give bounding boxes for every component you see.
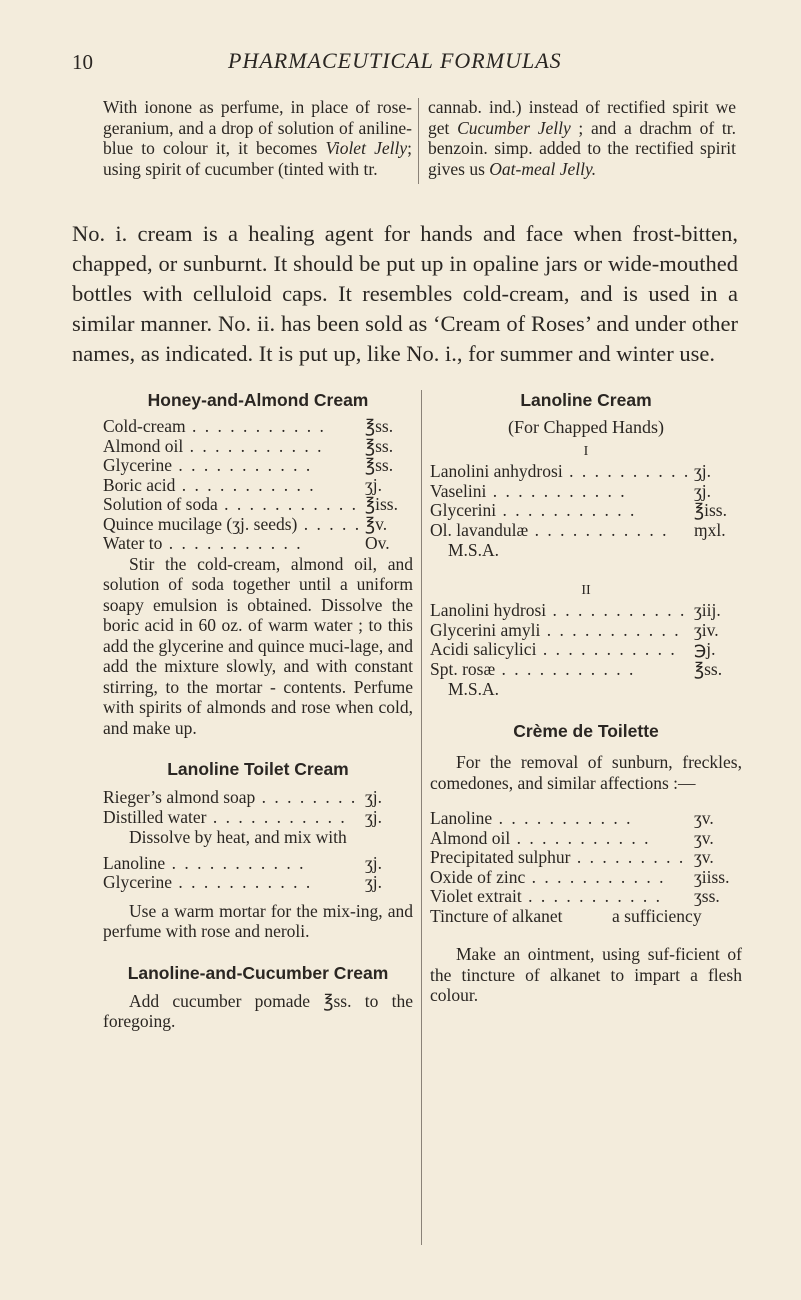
ingredient-list xyxy=(103,417,413,554)
ingredient-quantity: ɱxl. xyxy=(694,519,726,540)
ingredient-row xyxy=(103,476,413,496)
ingredient-row xyxy=(430,848,742,868)
continued-text-left xyxy=(103,97,412,179)
ingredient-row xyxy=(430,640,742,660)
italic-recipe-name: Cucumber Jelly xyxy=(457,117,571,138)
ingredient-name: Ol. lavandulæ . . xyxy=(430,521,690,541)
ingredient-quantity: ʒj. xyxy=(365,787,383,807)
ingredient-name: Almond oil . . xyxy=(103,437,361,457)
ingredient-row xyxy=(103,788,413,808)
ingredient-quantity: ℥v. xyxy=(365,513,388,534)
ingredient-quantity: ℥ss. xyxy=(365,435,394,456)
italic-recipe-name: Violet Jelly xyxy=(325,138,408,158)
ingredient-quantity: ℥iss. xyxy=(365,494,398,514)
ingredient-row xyxy=(103,873,413,893)
ingredient-row xyxy=(430,462,742,482)
ingredient-name: Quince mucilage (ʒj. seeds) . . xyxy=(103,515,361,535)
ingredient-name: Almond oil . . xyxy=(430,829,690,849)
ingredient-name: Precipitated sulphur . . xyxy=(430,848,690,868)
ingredient-name: Boric acid . . xyxy=(103,476,361,496)
ingredient-quantity: a sufficiency xyxy=(612,905,702,926)
ingredient-quantity: ʒj. xyxy=(365,852,383,873)
ingredient-name: Water to . . xyxy=(103,534,361,554)
ingredient-list xyxy=(103,854,413,893)
page-header xyxy=(0,50,801,80)
ingredient-row xyxy=(430,501,742,521)
recipe-title: Honey-and-Almond Cream xyxy=(147,390,369,410)
text-fragment: cannab. ind.) instead of rectified spirit we get xyxy=(428,97,736,138)
recipe-title: Crème de Toilette xyxy=(513,721,659,741)
ingredient-quantity: ʒj. xyxy=(694,461,712,481)
ingredient-name: Solution of soda . . xyxy=(103,495,361,515)
ingredient-row xyxy=(103,808,413,828)
part-label: I xyxy=(583,444,589,459)
ingredient-list xyxy=(430,601,742,679)
ingredient-row xyxy=(430,601,742,621)
ingredient-name: Lanoline . . xyxy=(430,809,690,829)
ingredient-name: Violet extrait . . xyxy=(430,887,690,907)
ingredient-name: Oxide of zinc . . xyxy=(430,868,690,888)
italic-recipe-name: Oat-meal Jelly. xyxy=(489,158,597,179)
ingredient-quantity: ʒss. xyxy=(694,886,720,906)
ingredient-quantity: ʒv. xyxy=(694,827,714,848)
formula-note: M.S.A. xyxy=(448,679,500,699)
recipe-directions: Use a warm mortar for the mix-ing, and perfume with rose and neroli. xyxy=(103,900,413,941)
ingredient-name: Lanoline . . xyxy=(103,854,361,874)
text-fragment: ; and a drachm of tr. benzoin. simp. added to the rectified spirit gives us xyxy=(428,117,736,179)
ingredient-row xyxy=(430,809,742,829)
running-title: PHARMACEUTICAL FORMULAS xyxy=(228,48,562,73)
ingredient-quantity: ℥ss. xyxy=(694,658,723,679)
ingredient-name: Rieger’s almond soap . . xyxy=(103,788,361,808)
recipe-title: Lanoline Cream xyxy=(520,390,652,410)
ingredient-list xyxy=(103,788,413,827)
ingredient-row xyxy=(430,621,742,641)
ingredient-row xyxy=(430,521,742,541)
column-divider xyxy=(421,390,422,1245)
column-divider xyxy=(418,98,419,184)
ingredient-name: Glycerini . . xyxy=(430,501,690,521)
ingredient-row xyxy=(430,660,742,680)
ingredient-name: Glycerini amyli . . xyxy=(430,621,690,641)
ingredient-quantity: ʒiiss. xyxy=(694,866,730,887)
ingredient-name: Spt. rosæ . . xyxy=(430,660,690,680)
ingredient-quantity: ʒj. xyxy=(694,480,712,501)
ingredient-row xyxy=(103,437,413,457)
continued-text-right xyxy=(428,97,736,179)
ingredient-quantity: ʒiv. xyxy=(694,619,719,640)
text-fragment: ; using spirit of cucumber (tinted with tr. xyxy=(103,138,412,179)
ingredient-row xyxy=(103,854,413,874)
ingredient-quantity: ℈j. xyxy=(694,639,716,659)
ingredient-quantity: ʒj. xyxy=(365,806,383,827)
recipe-directions: Stir the cold-cream, almond oil, and solution of soda together until a uniform soapy emulsion is obtained. Dissolve the boric acid in 60 oz. of warm water ; to this add the glycerine and quince muci-lage, and add the mixture slowly, and with constant stirring, to the mortar - contents. Perfume with spirits of almonds and rose when cold, and make up. xyxy=(103,553,413,738)
ingredient-name: Acidi salicylici . . xyxy=(430,640,690,660)
ingredient-row xyxy=(103,515,413,535)
ingredient-row xyxy=(430,868,742,888)
left-column xyxy=(103,390,413,1032)
ingredient-name: Lanolini hydrosi . . xyxy=(430,601,690,621)
ingredient-quantity: ℥ss. xyxy=(365,455,394,475)
formula-note: M.S.A. xyxy=(448,540,500,560)
ingredient-row xyxy=(430,907,742,927)
ingredient-row xyxy=(430,887,742,907)
intro-paragraph: No. i. cream is a healing agent for hands and face when frost-bitten, chapped, or sunburnt. It should be put up in opaline jars or wide-mouthed bottles with celluloid caps. It resembles cold-cream, and is used in a similar manner. No. ii. has been sold as ‘Cream of Roses’ and under other names, as indicated. It is put up, like No. i., for summer and winter use. xyxy=(72,221,738,366)
page-number: 10 xyxy=(72,50,93,74)
ingredient-name: Cold-cream . . xyxy=(103,417,361,437)
ingredient-quantity: Ov. xyxy=(365,533,390,553)
recipe-title: Lanoline Toilet Cream xyxy=(167,759,349,779)
recipe-intro: For the removal of sunburn, freckles, comedones, and similar affections :— xyxy=(430,752,742,793)
ingredient-quantity: ʒv. xyxy=(694,847,714,867)
ingredient-name: Glycerine . . xyxy=(103,456,361,476)
ingredient-row xyxy=(430,829,742,849)
recipe-subtitle: (For Chapped Hands) xyxy=(508,417,664,437)
ingredient-quantity: ʒj. xyxy=(365,474,383,495)
recipe-directions: Add cucumber pomade ℥ss. to the foregoing. xyxy=(103,990,413,1031)
recipe-step: Dissolve by heat, and mix with xyxy=(129,827,347,847)
ingredient-row xyxy=(430,482,742,502)
ingredient-name: Distilled water . . xyxy=(103,808,361,828)
right-column xyxy=(430,390,742,1006)
ingredient-quantity: ʒv. xyxy=(694,808,714,828)
ingredient-row xyxy=(103,495,413,515)
ingredient-name: Glycerine . . xyxy=(103,873,361,893)
ingredient-name: Lanolini anhydrosi . . xyxy=(430,462,690,482)
ingredient-row xyxy=(103,417,413,437)
ingredient-quantity: ʒj. xyxy=(365,872,383,892)
part-label: II xyxy=(581,583,591,598)
ingredient-row xyxy=(103,534,413,554)
ingredient-quantity: ℥iss. xyxy=(694,500,727,520)
recipe-title: Lanoline-and-Cucumber Cream xyxy=(127,962,389,983)
ingredient-row xyxy=(103,456,413,476)
ingredient-list xyxy=(430,809,742,926)
ingredient-list xyxy=(430,462,742,540)
text-fragment: With ionone as perfume, in place of rose-geranium, and a drop of solution of aniline-blue to colour it, it becomes xyxy=(103,97,412,158)
ingredient-name: Tincture of alkanet xyxy=(430,906,563,926)
recipe-directions: Make an ointment, using suf-ficient of the tincture of alkanet to impart a flesh colour. xyxy=(430,944,742,1005)
ingredient-name: Vaselini . . xyxy=(430,482,690,502)
ingredient-quantity: ℥ss. xyxy=(365,416,394,436)
ingredient-quantity: ʒiij. xyxy=(694,600,721,620)
